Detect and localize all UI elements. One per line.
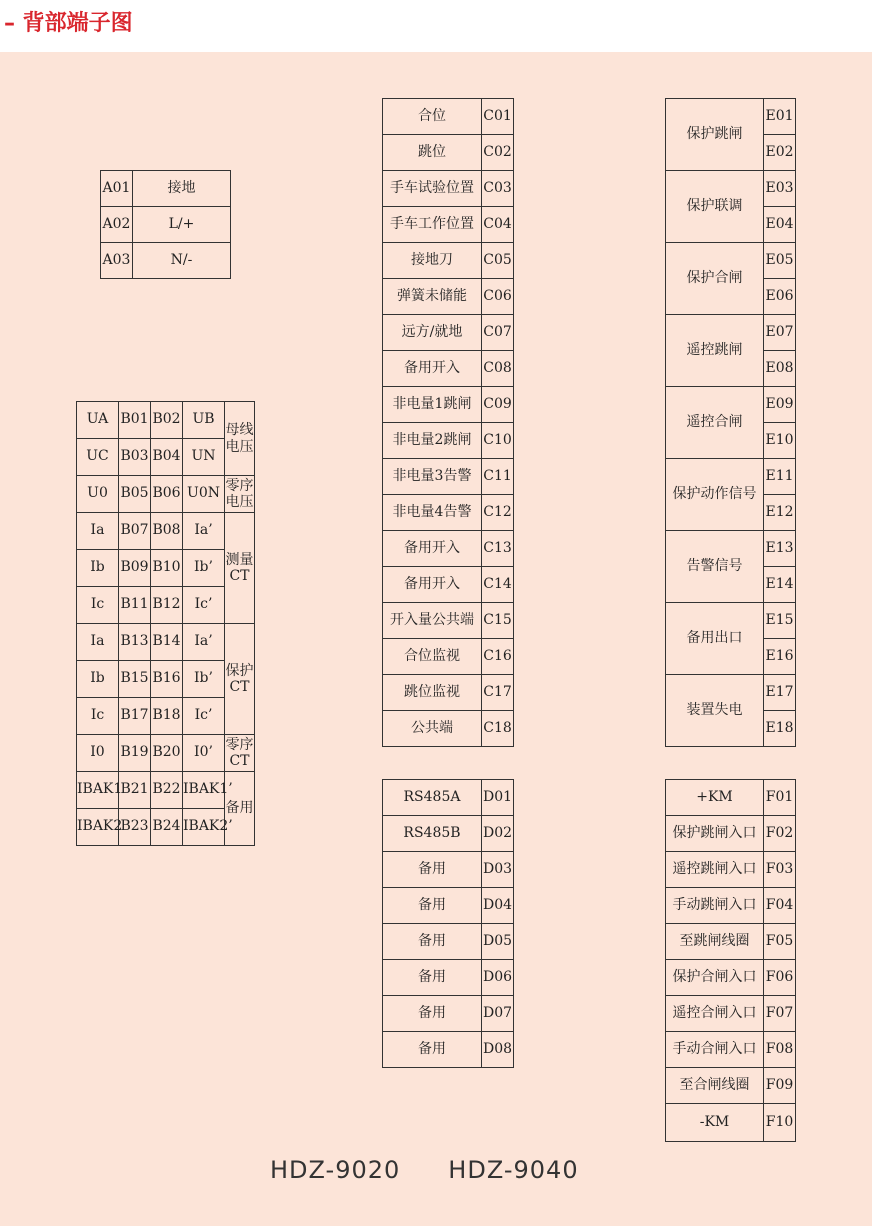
terminal-label: 备用开入 [383, 567, 482, 603]
terminal-block-c [382, 98, 514, 747]
terminal-code: E15 [764, 603, 796, 639]
terminal-row [666, 531, 796, 567]
terminal-code: E16 [764, 639, 796, 675]
terminal-code: E01 [764, 99, 796, 135]
terminal-label: 备用 [383, 960, 482, 996]
terminal-row [383, 171, 514, 207]
terminal-row [383, 279, 514, 315]
terminal-label: RS485A [383, 780, 482, 816]
terminal-row [101, 207, 231, 243]
signal-label: Ic [77, 587, 119, 624]
terminal-label: 遥控合闸入口 [666, 996, 764, 1032]
signal-label: I0 [77, 735, 119, 772]
signal-label: UN [183, 439, 225, 476]
terminal-code: B07 [119, 513, 151, 550]
terminal-label: 遥控跳闸入口 [666, 852, 764, 888]
terminal-code: D08 [482, 1032, 514, 1068]
terminal-row [101, 243, 231, 279]
terminal-code: B14 [151, 624, 183, 661]
terminal-label: 非电量1跳闸 [383, 387, 482, 423]
terminal-code: D01 [482, 780, 514, 816]
terminal-row [383, 135, 514, 171]
terminal-row [666, 852, 796, 888]
terminal-code: C14 [482, 567, 514, 603]
terminal-label: 保护跳闸 [666, 99, 764, 171]
terminal-code: C15 [482, 603, 514, 639]
terminal-row [383, 387, 514, 423]
terminal-row [666, 1032, 796, 1068]
terminal-label: 合位监视 [383, 639, 482, 675]
signal-label: Ia’ [183, 624, 225, 661]
terminal-code: D03 [482, 852, 514, 888]
terminal-row [383, 780, 514, 816]
terminal-row [77, 476, 255, 513]
terminal-code: F05 [764, 924, 796, 960]
terminal-code: F03 [764, 852, 796, 888]
terminal-row [383, 459, 514, 495]
terminal-label: 备用 [383, 852, 482, 888]
terminal-label: 非电量4告警 [383, 495, 482, 531]
terminal-label: 接地刀 [383, 243, 482, 279]
page-header [0, 0, 872, 44]
signal-label: IBAK1 [77, 772, 119, 809]
terminal-row [666, 924, 796, 960]
terminal-label: 备用开入 [383, 351, 482, 387]
terminal-label: 保护动作信号 [666, 459, 764, 531]
terminal-row [383, 531, 514, 567]
signal-label: I0’ [183, 735, 225, 772]
terminal-label: 至跳闸线圈 [666, 924, 764, 960]
terminal-code: F04 [764, 888, 796, 924]
terminal-label: 跳位 [383, 135, 482, 171]
terminal-code: C06 [482, 279, 514, 315]
signal-label: Ic [77, 698, 119, 735]
terminal-label: 手车工作位置 [383, 207, 482, 243]
terminal-row [383, 888, 514, 924]
terminal-row [383, 852, 514, 888]
terminal-label: 手动跳闸入口 [666, 888, 764, 924]
terminal-code: D06 [482, 960, 514, 996]
terminal-code: A01 [101, 171, 133, 207]
terminal-code: D07 [482, 996, 514, 1032]
group-label: 备用 [225, 772, 255, 846]
terminal-label: L/+ [133, 207, 231, 243]
terminal-label: 保护联调 [666, 171, 764, 243]
group-label: 零序电压 [225, 476, 255, 513]
terminal-block-f [665, 779, 796, 1142]
terminal-row [666, 603, 796, 639]
terminal-row [383, 816, 514, 852]
terminal-code: B03 [119, 439, 151, 476]
terminal-code: E18 [764, 711, 796, 747]
terminal-code: B16 [151, 661, 183, 698]
terminal-row [666, 1068, 796, 1104]
terminal-row [383, 99, 514, 135]
signal-label: Ib [77, 550, 119, 587]
terminal-label: 公共端 [383, 711, 482, 747]
terminal-code: C10 [482, 423, 514, 459]
terminal-code: E09 [764, 387, 796, 423]
signal-label: U0 [77, 476, 119, 513]
signal-label: UB [183, 402, 225, 439]
terminal-code: C03 [482, 171, 514, 207]
terminal-code: F10 [764, 1104, 796, 1142]
terminal-code: E05 [764, 243, 796, 279]
terminal-label: 备用 [383, 996, 482, 1032]
terminal-code: E02 [764, 135, 796, 171]
terminal-code: B20 [151, 735, 183, 772]
terminal-code: B17 [119, 698, 151, 735]
terminal-label: 保护合闸 [666, 243, 764, 315]
terminal-label: 备用 [383, 888, 482, 924]
terminal-label: 手车试验位置 [383, 171, 482, 207]
terminal-label: RS485B [383, 816, 482, 852]
terminal-code: B19 [119, 735, 151, 772]
terminal-code: C11 [482, 459, 514, 495]
terminal-row [666, 996, 796, 1032]
terminal-row [383, 495, 514, 531]
terminal-block-a [100, 170, 231, 279]
terminal-row [666, 387, 796, 423]
terminal-label: 至合闸线圈 [666, 1068, 764, 1104]
terminal-code: C12 [482, 495, 514, 531]
terminal-label: 远方/就地 [383, 315, 482, 351]
terminal-label: 遥控合闸 [666, 387, 764, 459]
terminal-code: C01 [482, 99, 514, 135]
terminal-code: E04 [764, 207, 796, 243]
group-label: 零序CT [225, 735, 255, 772]
terminal-label: 装置失电 [666, 675, 764, 747]
terminal-code: F01 [764, 780, 796, 816]
terminal-code: B24 [151, 809, 183, 846]
signal-label: Ia’ [183, 513, 225, 550]
terminal-row [666, 171, 796, 207]
signal-label: Ib [77, 661, 119, 698]
terminal-block-b [76, 401, 255, 846]
terminal-row [383, 960, 514, 996]
terminal-label: -KM [666, 1104, 764, 1142]
terminal-row [77, 513, 255, 550]
signal-label: Ic’ [183, 587, 225, 624]
terminal-row [101, 171, 231, 207]
terminal-code: B12 [151, 587, 183, 624]
terminal-label: 备用 [383, 1032, 482, 1068]
terminal-code: B11 [119, 587, 151, 624]
terminal-row [383, 351, 514, 387]
terminal-code: F07 [764, 996, 796, 1032]
terminal-code: F08 [764, 1032, 796, 1068]
terminal-code: C08 [482, 351, 514, 387]
terminal-code: B02 [151, 402, 183, 439]
signal-label: Ia [77, 624, 119, 661]
terminal-row [383, 996, 514, 1032]
terminal-row [77, 624, 255, 661]
terminal-row [383, 207, 514, 243]
terminal-code: E11 [764, 459, 796, 495]
terminal-code: E14 [764, 567, 796, 603]
terminal-label: 保护跳闸入口 [666, 816, 764, 852]
terminal-block-e [665, 98, 796, 747]
terminal-code: B08 [151, 513, 183, 550]
terminal-code: B05 [119, 476, 151, 513]
terminal-code: B10 [151, 550, 183, 587]
terminal-label: 非电量2跳闸 [383, 423, 482, 459]
model-number: HDZ-9040 [448, 1156, 579, 1184]
terminal-label: 非电量3告警 [383, 459, 482, 495]
terminal-row [383, 675, 514, 711]
terminal-code: B06 [151, 476, 183, 513]
terminal-row [666, 99, 796, 135]
terminal-code: B04 [151, 439, 183, 476]
terminal-label: 告警信号 [666, 531, 764, 603]
terminal-row [383, 639, 514, 675]
signal-label: Ib’ [183, 661, 225, 698]
terminal-label: N/- [133, 243, 231, 279]
terminal-code: C16 [482, 639, 514, 675]
signal-label: UC [77, 439, 119, 476]
terminal-code: A02 [101, 207, 133, 243]
terminal-code: C18 [482, 711, 514, 747]
terminal-row [666, 675, 796, 711]
terminal-row [666, 780, 796, 816]
terminal-row [383, 711, 514, 747]
terminal-code: E13 [764, 531, 796, 567]
terminal-code: F06 [764, 960, 796, 996]
terminal-row [383, 924, 514, 960]
model-number: HDZ-9020 [270, 1156, 401, 1184]
signal-label: IBAK2’ [183, 809, 225, 846]
terminal-label: 手动合闸入口 [666, 1032, 764, 1068]
terminal-code: E12 [764, 495, 796, 531]
terminal-label: +KM [666, 780, 764, 816]
signal-label: IBAK2 [77, 809, 119, 846]
terminal-code: B13 [119, 624, 151, 661]
signal-label: UA [77, 402, 119, 439]
terminal-code: B15 [119, 661, 151, 698]
terminal-label: 弹簧未储能 [383, 279, 482, 315]
terminal-code: C05 [482, 243, 514, 279]
terminal-code: B21 [119, 772, 151, 809]
terminal-code: E07 [764, 315, 796, 351]
terminal-code: B09 [119, 550, 151, 587]
terminal-row [383, 603, 514, 639]
terminal-label: 开入量公共端 [383, 603, 482, 639]
terminal-row [77, 402, 255, 439]
terminal-row [666, 816, 796, 852]
terminal-row [383, 423, 514, 459]
terminal-code: C02 [482, 135, 514, 171]
terminal-code: C04 [482, 207, 514, 243]
model-numbers [270, 1156, 579, 1184]
terminal-label: 备用出口 [666, 603, 764, 675]
terminal-code: A03 [101, 243, 133, 279]
terminal-code: C07 [482, 315, 514, 351]
terminal-code: C13 [482, 531, 514, 567]
page-title: – 背部端子图 [4, 11, 133, 36]
terminal-code: E10 [764, 423, 796, 459]
terminal-code: B22 [151, 772, 183, 809]
terminal-code: E17 [764, 675, 796, 711]
terminal-row [666, 1104, 796, 1142]
terminal-row [666, 459, 796, 495]
signal-label: Ia [77, 513, 119, 550]
terminal-row [666, 960, 796, 996]
terminal-code: E06 [764, 279, 796, 315]
terminal-code: B18 [151, 698, 183, 735]
terminal-code: D04 [482, 888, 514, 924]
signal-label: Ib’ [183, 550, 225, 587]
terminal-code: D02 [482, 816, 514, 852]
signal-label: IBAK1’ [183, 772, 225, 809]
terminal-label: 跳位监视 [383, 675, 482, 711]
terminal-row [383, 1032, 514, 1068]
terminal-label: 备用开入 [383, 531, 482, 567]
signal-label: U0N [183, 476, 225, 513]
terminal-label: 接地 [133, 171, 231, 207]
terminal-code: B01 [119, 402, 151, 439]
terminal-row [383, 243, 514, 279]
terminal-code: C09 [482, 387, 514, 423]
terminal-row [77, 772, 255, 809]
terminal-row [666, 315, 796, 351]
group-label: 测量CT [225, 513, 255, 624]
group-label: 保护CT [225, 624, 255, 735]
terminal-code: B23 [119, 809, 151, 846]
terminal-label: 遥控跳闸 [666, 315, 764, 387]
terminal-code: C17 [482, 675, 514, 711]
terminal-code: F02 [764, 816, 796, 852]
terminal-code: F09 [764, 1068, 796, 1104]
terminal-label: 备用 [383, 924, 482, 960]
terminal-row [666, 888, 796, 924]
terminal-block-d [382, 779, 514, 1068]
terminal-label: 保护合闸入口 [666, 960, 764, 996]
group-label: 母线电压 [225, 402, 255, 476]
terminal-row [666, 243, 796, 279]
terminal-label: 合位 [383, 99, 482, 135]
terminal-code: E03 [764, 171, 796, 207]
terminal-row [383, 315, 514, 351]
terminal-code: E08 [764, 351, 796, 387]
terminal-code: D05 [482, 924, 514, 960]
signal-label: Ic’ [183, 698, 225, 735]
terminal-row [383, 567, 514, 603]
terminal-row [77, 735, 255, 772]
